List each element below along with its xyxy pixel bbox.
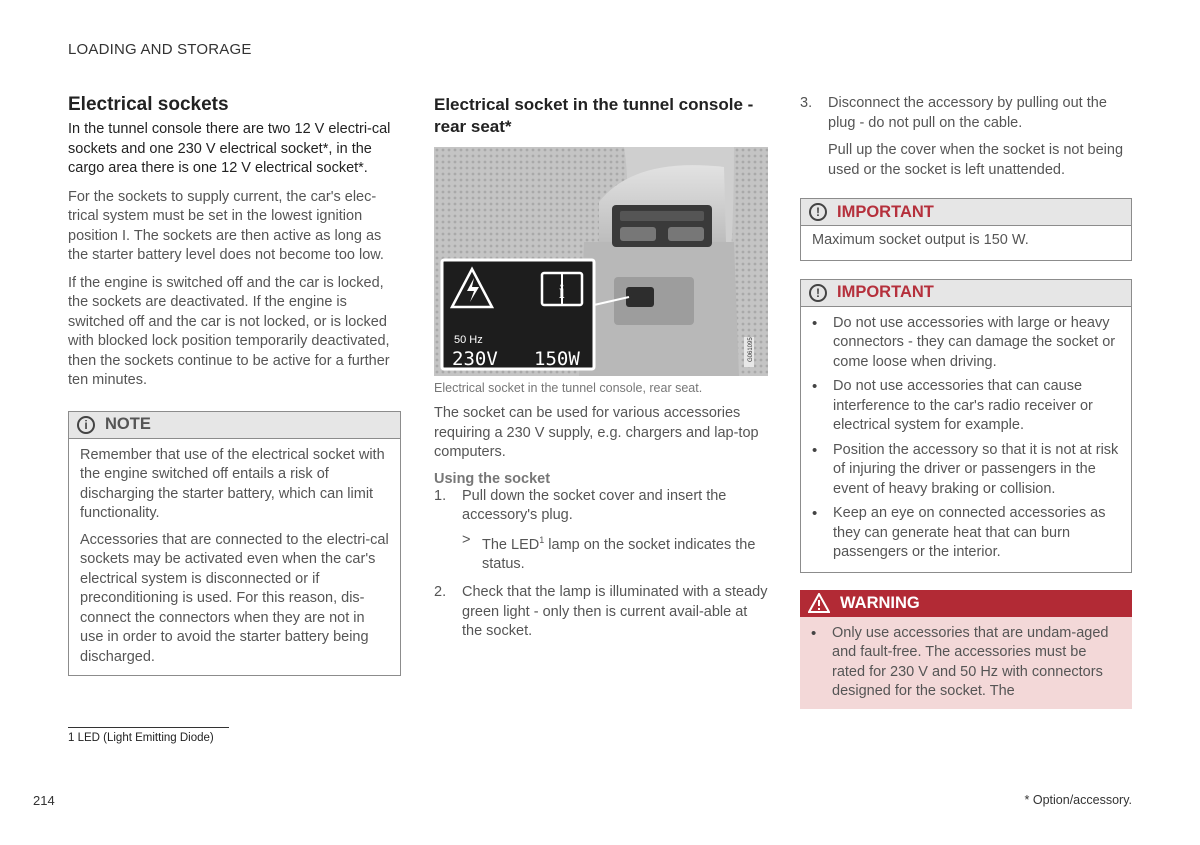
note-paragraph: Remember that use of the electrical socket with the engine switched off entails a risk of discharging the starter battery, which can limit functionality. [80,446,385,521]
exclamation-icon: ! [809,203,827,221]
important-header [801,199,1131,226]
list-item: • Position the accessory so that it is not at risk of injuring the driver or passengers in the event of heavy braking or collision. [805,441,1120,500]
step-text: Disconnect the accessory by pulling out the plug - do not pull on the cable. [828,95,1107,131]
warning-body [800,617,1132,709]
important-title: IMPORTANT [837,283,934,301]
important-body [801,226,1131,260]
list-item: • Keep an eye on connected accessories as they can generate heat that can burn passengers or the interior. [805,504,1120,563]
warning-box [800,590,1132,709]
paragraph-locking: If the engine is switched off and the car is locked, the sockets are deactivated. If the engine is switched off and the car is not locked, or is locked with blocked lock position temporarily deactivated, then the sockets continue to be active for a further ten minutes. [68,274,390,388]
note-paragraph: Accessories that are connected to the electri-cal sockets may be activated even when the car's electrical system is disconnected or if preconditioning is used. For this reason, dis-connect the connectors when they are not in use in order to avoid the starter battery being discharged. [80,531,389,665]
warning-header [800,590,1132,617]
subheading-using: Using the socket [434,470,551,487]
exclamation-icon: ! [809,284,827,302]
note-box [68,411,401,677]
footnote: 1 LED (Light Emitting Diode) [68,732,214,744]
section-header: LOADING AND STORAGE [68,41,252,58]
section-title: Electrical socket in the tunnel console - rear seat* [434,95,754,136]
important-text: Maximum socket output is 150 W. [812,232,1029,248]
figure-caption: Electrical socket in the tunnel console, rear seat. [434,381,703,395]
important-list-box [800,279,1132,573]
column-2 [434,94,768,642]
step-text: Check that the lamp is illuminated with a steady green light - only then is current avail-able at the socket. [462,584,768,640]
step-item [434,487,768,526]
list-item: • Do not use accessories that can cause interference to the car's radio receiver or electrical system for example. [805,377,1120,436]
frequency-label: 50 Hz [454,334,483,346]
footnote-ref: 1 [539,534,545,545]
step-item [434,583,768,642]
warning-list [804,624,1121,702]
footnote-divider [68,727,229,728]
svg-text:i: i [559,281,565,303]
list-item: • Only use accessories that are undam-aged and fault-free. The accessories must be rated for 230 V and 50 Hz with connectors designed for the socket. The [804,624,1121,702]
voltage-label: 230V [452,348,498,370]
step-extra-text: Pull up the cover when the socket is not being used or the socket is left unattended. [828,142,1124,178]
important-box [800,198,1132,261]
important-title: IMPORTANT [837,202,934,221]
info-icon: i [77,416,95,434]
paragraph-ignition: For the sockets to supply current, the car's elec-trical system must be set in the lowest ignition position I. The sockets are then active as long as the starter battery level does not become too low. [68,188,384,263]
note-header [69,412,400,439]
power-label: 150W [534,348,580,370]
step-number: 2. [434,584,447,601]
important-list [805,314,1120,563]
step-item [800,94,1132,133]
step-number: 1. [434,487,447,504]
step-result [462,531,768,575]
note-title: NOTE [105,415,151,433]
warning-title: WARNING [840,593,920,612]
socket-figure [434,147,768,376]
socket-usage-text: The socket can be used for various accessories requiring a 230 V supply, e.g. chargers and lap-top computers. [434,405,759,460]
page-title: Electrical sockets [68,94,229,115]
column-1 [68,94,401,676]
tunnel-console-illustration [434,147,768,376]
option-note: * Option/accessory. [1024,793,1132,807]
page-number: 214 [33,793,55,808]
column-3 [800,94,1132,709]
step-text: Pull down the socket cover and insert the accessory's plug. [462,487,727,523]
step-number: 3. [800,95,813,111]
result-marker: > [462,531,471,548]
important-header [801,280,1131,307]
important-body [801,307,1131,572]
result-text: The LED$^1$ lamp on the socket indicates the status. [482,534,756,572]
intro-text: In the tunnel console there are two 12 V electri-cal sockets and one 230 V electrical socket*, in the cargo area there is one 12 V electrical socket*. [68,121,391,176]
figure-code: G061095 [748,337,754,362]
list-item: • Do not use accessories with large or heavy connectors - they can damage the socket or come loose when driving. [805,314,1120,373]
warning-triangle-icon [808,593,830,613]
note-body [69,439,400,676]
